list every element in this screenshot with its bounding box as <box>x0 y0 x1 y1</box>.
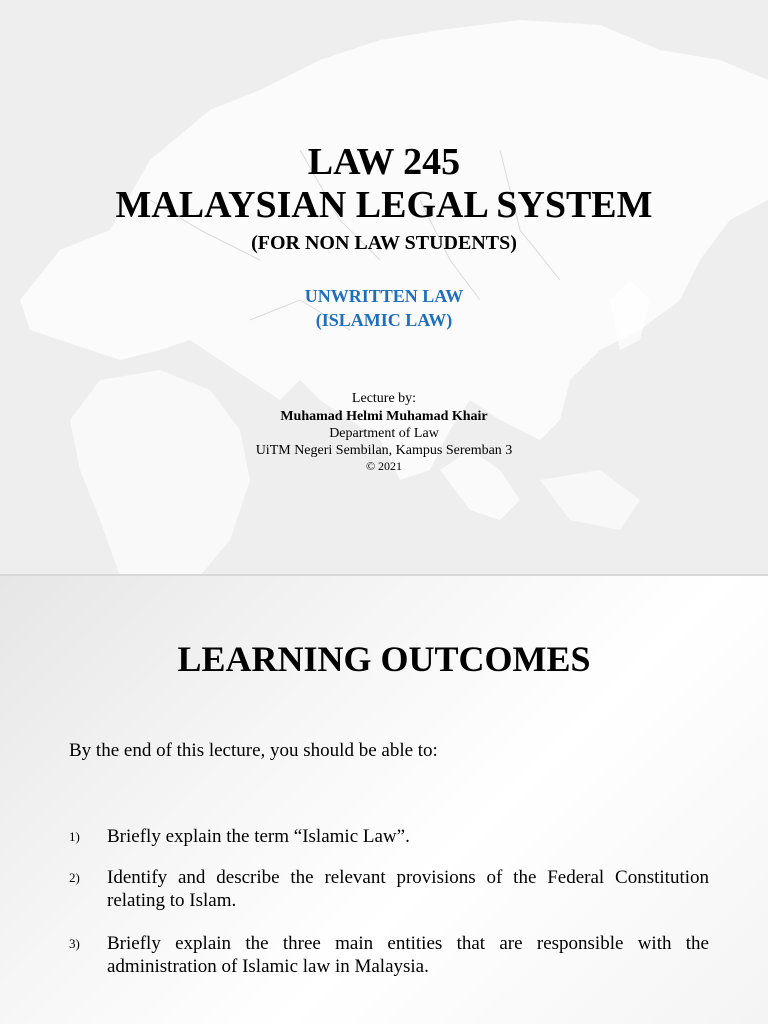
lecture-by-label: Lecture by: <box>351 391 417 406</box>
list-number: 3) <box>69 936 80 951</box>
lecturer-name: Muhamad Helmi Muhamad Khair <box>280 409 488 424</box>
list-text: Identify and describe the relevant provisions of the Federal Constitution relating to Islam. <box>107 867 709 911</box>
list-number: 1) <box>69 829 80 844</box>
map-land-islands <box>540 470 640 530</box>
copyright: © 2021 <box>365 459 403 473</box>
list-item <box>69 825 709 848</box>
course-code: LAW 245 <box>307 141 461 183</box>
department: Department of Law <box>329 426 439 441</box>
learning-outcomes-heading: LEARNING OUTCOMES <box>177 639 591 679</box>
list-text: Briefly explain the three main entities that are responsible with the administration of Islamic law in Malaysia. <box>107 933 709 977</box>
intro-text: By the end of this lecture, you should be able to: <box>69 740 438 761</box>
topic-line-1: UNWRITTEN LAW <box>304 286 464 306</box>
course-title: MALAYSIAN LEGAL SYSTEM <box>115 184 653 226</box>
list-item <box>69 866 709 912</box>
institution: UiTM Negeri Sembilan, Kampus Seremban 3 <box>255 443 513 458</box>
list-item <box>69 932 709 978</box>
list-text: Briefly explain the term “Islamic Law”. <box>107 826 410 847</box>
topic-line-2: (ISLAMIC LAW) <box>315 310 453 330</box>
list-number: 2) <box>69 870 80 885</box>
course-subtitle: (FOR NON LAW STUDENTS) <box>251 232 517 254</box>
